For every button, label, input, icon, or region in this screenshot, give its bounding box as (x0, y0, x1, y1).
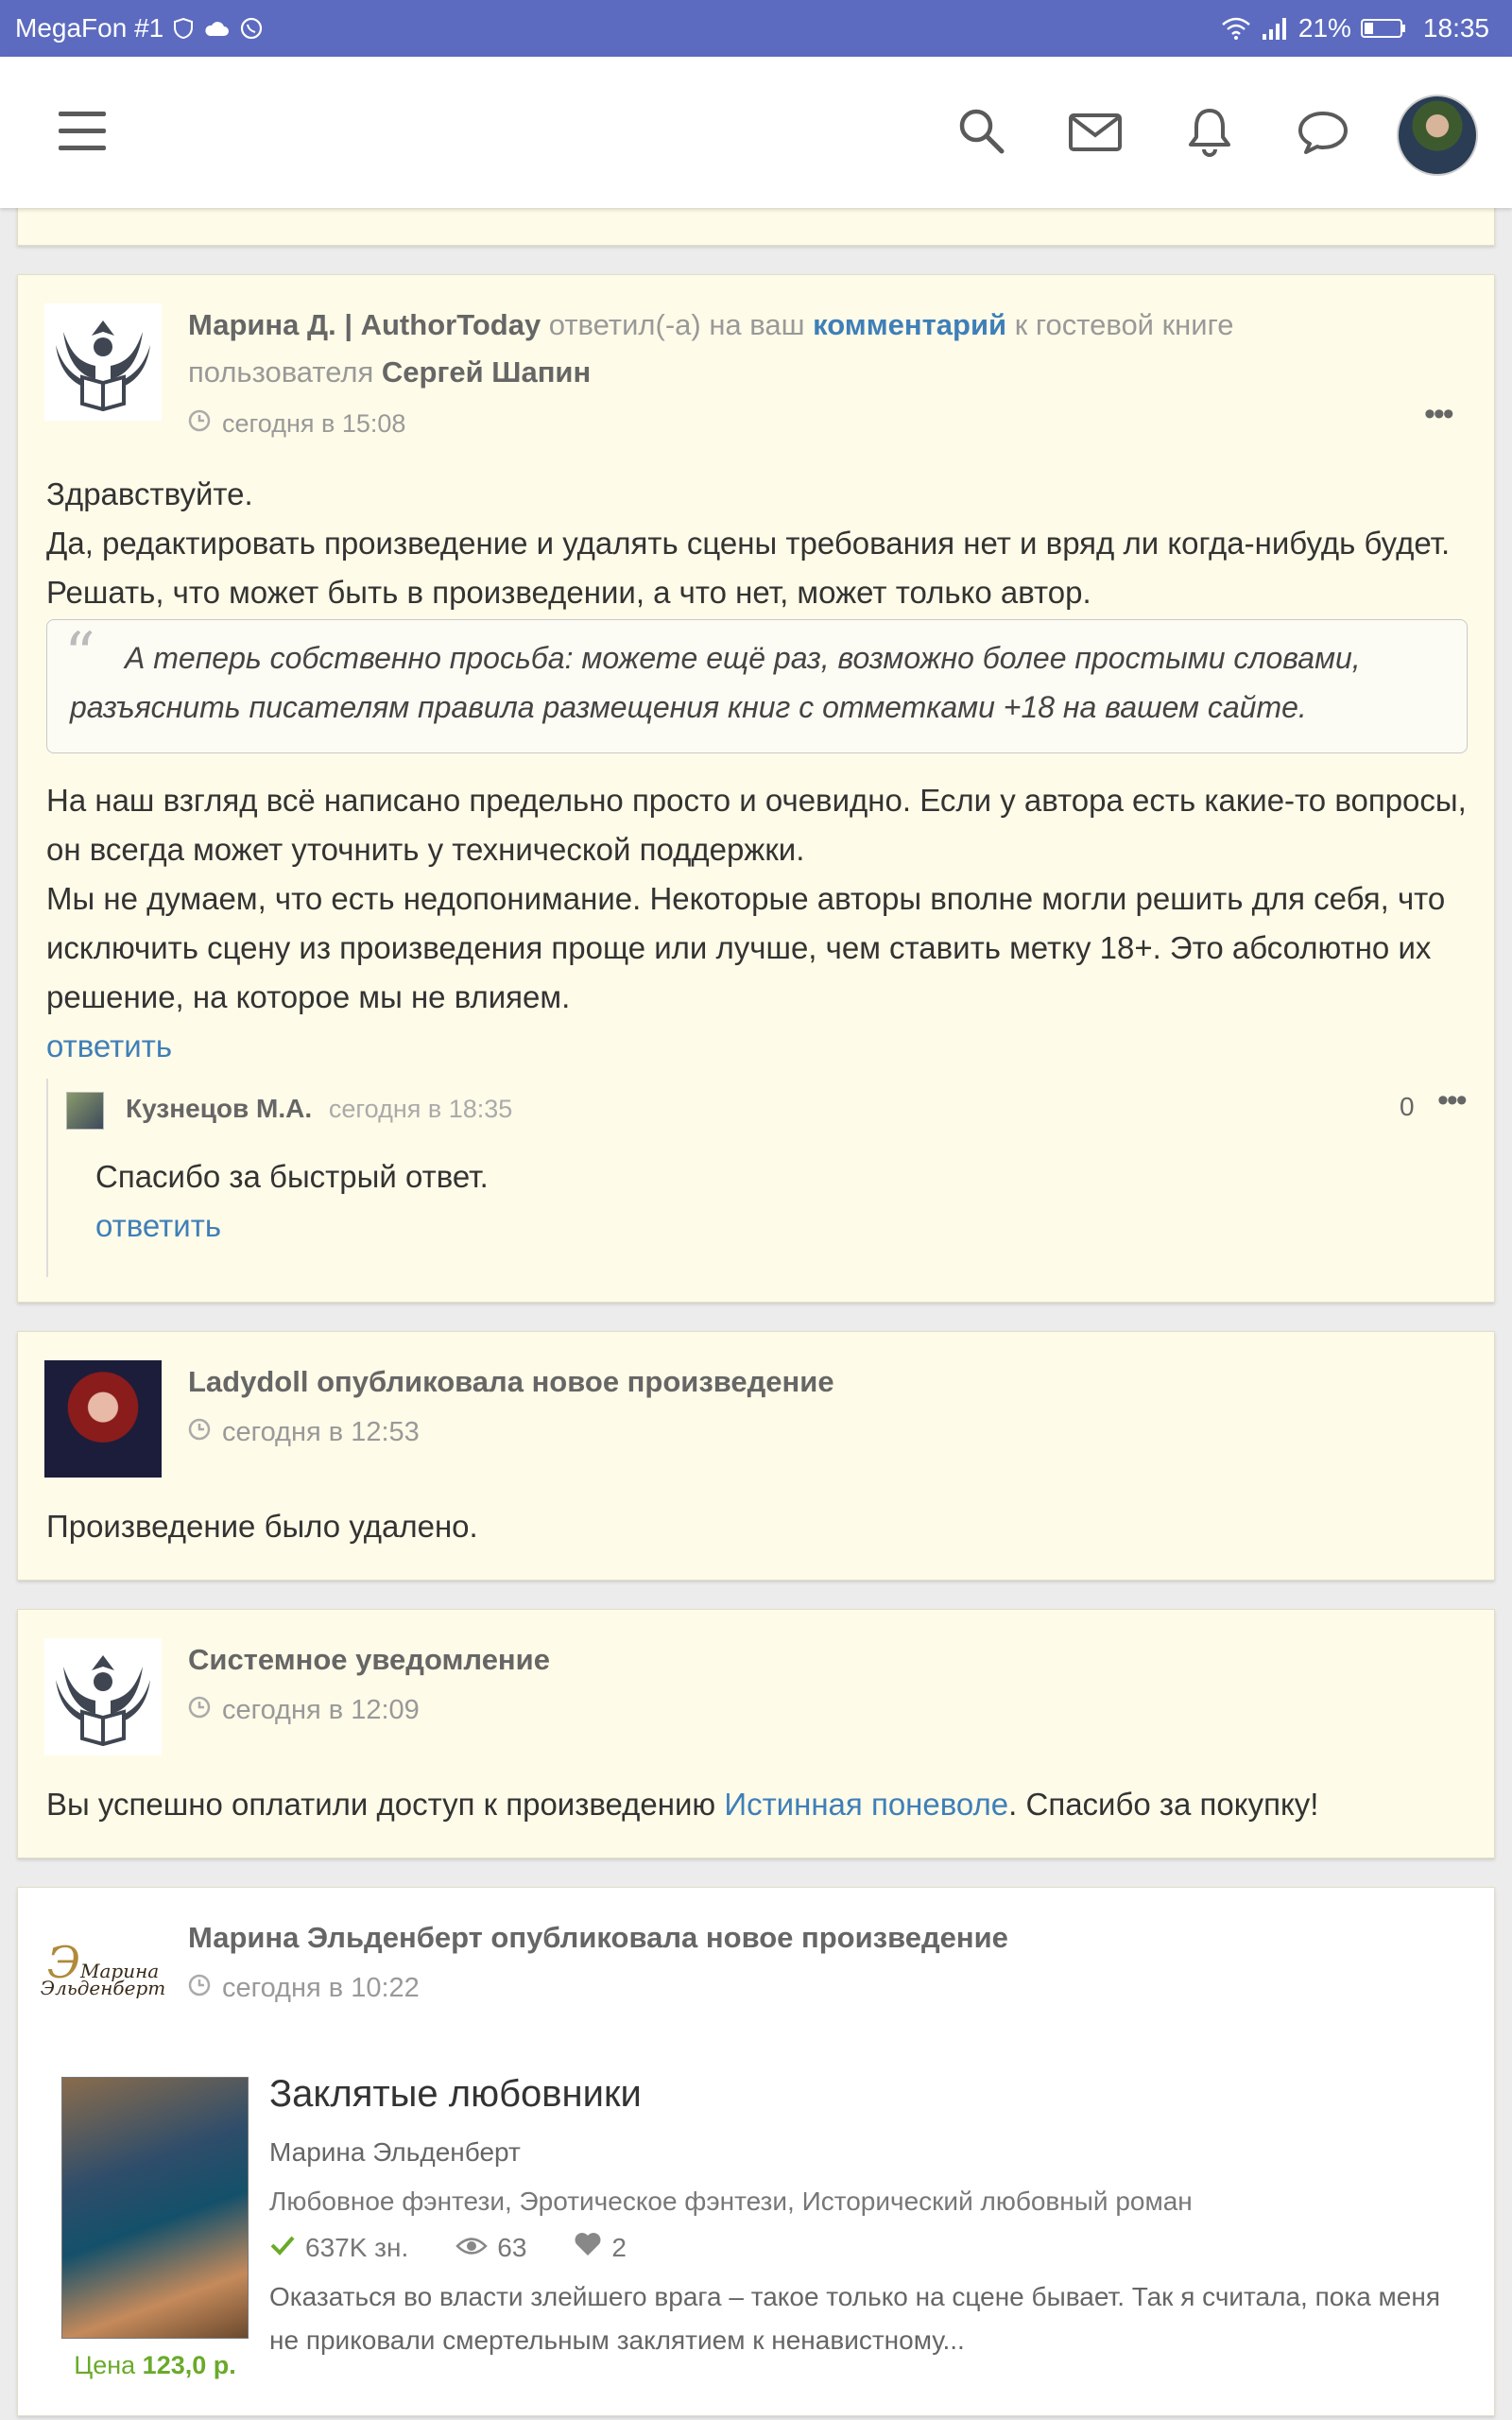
book-title[interactable]: Заклятые любовники (269, 2073, 642, 2115)
cloud-icon (203, 19, 230, 38)
clock-time: 18:35 (1422, 13, 1489, 43)
check-icon (269, 2233, 296, 2263)
book-price: Цена 123,0 р. (74, 2351, 236, 2379)
battery-icon (1361, 17, 1406, 40)
notification-time: сегодня в 12:53 (188, 1417, 420, 1448)
battery-percent: 21% (1297, 13, 1351, 43)
bell-icon[interactable] (1185, 106, 1234, 164)
author-name[interactable]: Марина Эльденберт (188, 1921, 483, 1954)
menu-icon[interactable] (59, 112, 108, 151)
reply-link[interactable]: ответить (46, 1028, 173, 1063)
reply-author-name[interactable]: Кузнецов М.А. (126, 1094, 313, 1123)
book-genres: Любовное фэнтези, Эротическое фэнтези, Исторический любовный роман (269, 2187, 1193, 2216)
comment-link[interactable]: комментарий (813, 308, 1007, 341)
shield-icon (173, 17, 194, 40)
notification-time: сегодня в 15:08 (188, 409, 405, 439)
book-stats (269, 2232, 627, 2263)
status-bar (0, 0, 1512, 57)
notification-time: сегодня в 10:22 (188, 1973, 420, 2004)
notification-header: Ladydoll опубликовала новое произведение (188, 1365, 834, 1398)
user-avatar[interactable] (1397, 95, 1478, 176)
reply-reply-link[interactable]: ответить (95, 1208, 222, 1243)
book-views: 63 (497, 2232, 527, 2262)
mail-icon[interactable] (1068, 106, 1123, 162)
work-link[interactable]: Истинная поневоле (724, 1787, 1009, 1822)
ladydoll-avatar[interactable] (44, 1360, 162, 1478)
system-notification-title: Системное уведомление (188, 1643, 550, 1676)
comment-body-part2: На наш взгляд всё написано предельно просто и очевидно. Если у автора есть какие-то вопросы, он всегда может уточнить у технической поддержки. Мы не думаем, что есть недопонимание. Некоторые авторы вполне могли решить для себя, что исключить сцену из произведения проще или лучше, чем ставить метку 18+. Это абсолютно их решение, на которое мы не влияем. ответить (46, 783, 1467, 1063)
clock-icon (188, 409, 211, 439)
author-logo[interactable]: ЭМарина Эльденберт (40, 1936, 166, 1999)
heart-icon (574, 2232, 602, 2263)
comment-body-part1: Здравствуйте. Да, редактировать произведение и удалять сцены требования нет и вряд ли когда-нибудь будет. Решать, что может быть в произведении, а что нет, может только автор. (46, 476, 1451, 610)
viber-icon (239, 16, 264, 41)
author-today-logo[interactable] (44, 303, 162, 421)
quote-mark-icon: “ (64, 620, 95, 690)
reply-thread (46, 1079, 1469, 1277)
clock-icon (188, 1696, 211, 1725)
reply-more-options-icon[interactable]: ••• (1437, 1082, 1466, 1118)
notification-new-work-ladydoll (17, 1331, 1495, 1581)
signal-icon (1261, 17, 1289, 40)
carrier-name: MegaFon #1 (15, 13, 164, 43)
notification-header: Марина Д. | AuthorToday ответил(-а) на ваш комментарий к гостевой книге пользователя Сергей Шапин (188, 308, 1234, 389)
author-name[interactable]: Ladydoll (188, 1365, 309, 1398)
quote-block: “ А теперь собственно просьба: можете ещё раз, возможно более простыми словами, разъяснить писателям правила размещения книг с отметками +18 на вашем сайте. (46, 619, 1468, 753)
app-header (0, 57, 1512, 208)
author-today-logo[interactable] (44, 1638, 162, 1755)
notification-body: Произведение было удалено. (46, 1509, 478, 1544)
more-options-icon[interactable]: ••• (1424, 396, 1452, 432)
notification-system (17, 1609, 1495, 1858)
eye-icon (455, 2233, 488, 2263)
notification-header: Марина Эльденберт опубликовала новое произведение (188, 1921, 1008, 1954)
notification-time: сегодня в 12:09 (188, 1695, 420, 1726)
reply-header: Кузнецов М.А. сегодня в 18:35 (126, 1094, 513, 1123)
author-name[interactable]: Марина Д. | AuthorToday (188, 308, 541, 341)
book-annotation: Оказаться во власти злейшего врага – такое только на сцене бывает. Так я считала, пока меня не приковали смертельным заклятием к ненавистному... (269, 2282, 1440, 2355)
reply-score: 0 (1400, 1092, 1415, 1121)
notification-header (188, 1636, 550, 1684)
wifi-icon (1221, 17, 1251, 40)
reply-author-avatar[interactable] (66, 1092, 104, 1130)
clock-icon (188, 1418, 211, 1447)
target-user-name[interactable]: Сергей Шапин (381, 355, 592, 389)
book-likes: 2 (611, 2232, 627, 2262)
search-icon[interactable] (956, 106, 1007, 162)
book-cover[interactable] (61, 2077, 249, 2339)
notification-new-work-eldenbert (17, 1887, 1495, 2416)
clock-icon (188, 1974, 211, 2003)
reply-body: Спасибо за быстрый ответ. ответить (95, 1159, 489, 1243)
book-author[interactable]: Марина Эльденберт (269, 2137, 521, 2167)
chat-icon[interactable] (1297, 106, 1349, 162)
notification-body: Вы успешно оплатили доступ к произведению Истинная поневоле. Спасибо за покупку! (46, 1787, 1319, 1822)
notification-comment-reply (17, 274, 1495, 1303)
book-size: 637K зн. (305, 2232, 409, 2262)
